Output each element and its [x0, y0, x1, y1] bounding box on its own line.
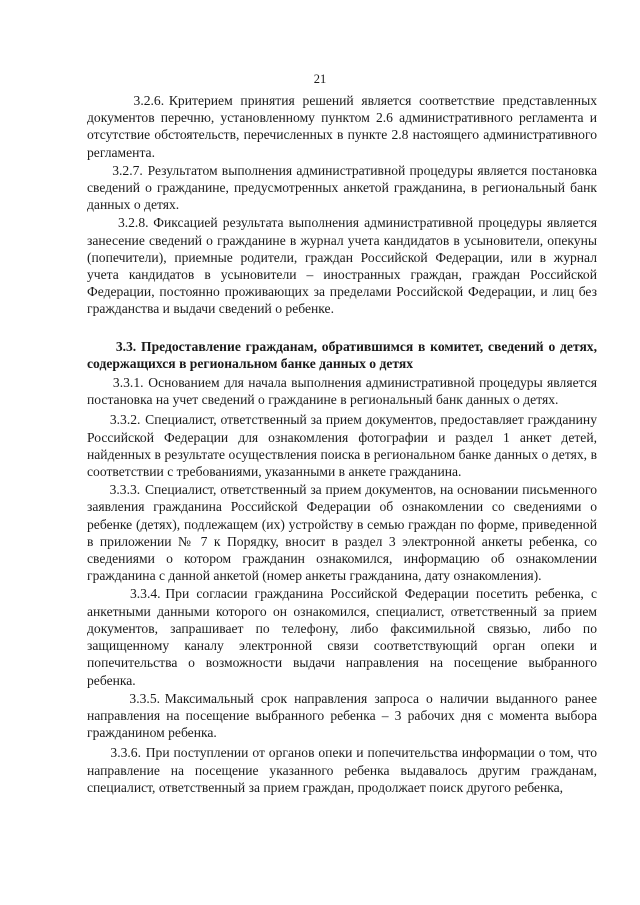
paragraph-text: Критерием принятия решений является соответствие представленных документов перечню, установленному пунктом 2.6 административного регламента и отсутствие обстоятельств, перечисленных в пункте 2.8 настоящего административного регламента. — [87, 93, 598, 160]
section-heading-text: 3.3. Предоставление гражданам, обратившимся в комитет, сведений о детях, содержащихся в региональном банке данных о детях — [87, 338, 598, 371]
paragraph-text: Специалист, ответственный за прием документов, предоставляет гражданину Российской Федерации для ознакомления фотографии и раздел 1 анкет детей, найденных в результате осуществления поиска в региональном банке данных о детях, в соответствии с требованиями, указанными в анкете гражданина. — [87, 412, 598, 480]
paragraph-3-3-1 — [87, 374, 597, 408]
paragraph-number: 3.3.5. — [129, 690, 161, 706]
paragraph-3-3-2 — [87, 411, 597, 480]
paragraph-text: При поступлении от органов опеки и попечительства информации о том, что направление на посещение указанного ребенка выдавалось другим гражданам, специалист, ответственный за прием граждан, продолжает поиск другого ребенка, — [87, 745, 597, 795]
document-body — [87, 92, 597, 797]
paragraph-3-3-4 — [87, 585, 597, 688]
paragraph-number: 3.2.7. — [112, 162, 143, 178]
paragraph-text: Специалист, ответственный за прием документов, на основании письменного заявления гражданина Российской Федерации об ознакомлении со сведениями о ребенке (детях), подлежащем (их) устройству в семью граждан по форме, приведенной в приложении № 7 к Порядку, вносит в раздел 3 электронной анкеты ребенка, со сведениями о котором гражданин ознакомился, информацию об ознакомлении гражданина с данной анкетой (номер анкеты гражданина, дату ознакомления). — [87, 482, 598, 584]
paragraph-3-3-6 — [87, 744, 597, 796]
paragraph-text: Основанием для начала выполнения административной процедуры является постановка на учет сведений о гражданине в региональный банк данных о детях. — [87, 375, 597, 408]
paragraph-number: 3.3.2. — [109, 412, 141, 428]
paragraph-number: 3.3.4. — [129, 586, 161, 602]
paragraph-text: Результатом выполнения административной процедуры является постановка сведений о гражданине, предусмотренных анкетой гражданина, в региональный банк данных о детях. — [87, 162, 598, 213]
paragraph-text: При согласии гражданина Российской Федерации посетить ребенка, с анкетными данными которого он ознакомился, специалист, ответственный за прием документов, запрашивает по телефону, либо факсимильной связью, либо по защищенному каналу электронной связи соответствующий орган опеки и попечительства о возможности выдачи направления на посещение выбранного ребенка. — [87, 586, 598, 688]
page-number: 21 — [313, 72, 327, 86]
paragraph-number: 3.2.6. — [133, 93, 165, 108]
paragraph-3-3-5 — [87, 690, 597, 742]
paragraph-number: 3.3.1. — [112, 375, 144, 391]
paragraph-3-2-6 — [87, 92, 597, 161]
paragraph-text: Фиксацией результата выполнения административной процедуры является занесение сведений о гражданине в журнал учета кандидатов в усыновители, опекуны (попечители), приемные родители, граждан Российской Федерации, или в журнал учета кандидатов в усыновители – иностранных граждан, граждан Российской Федерации, постоянно проживающих за пределами Российской Федерации, и лиц без гражданства и выдачи сведений о ребенке. — [87, 215, 598, 317]
paragraph-text: Максимальный срок направления запроса о наличии выданного ранее направления на посещение выбранного ребенка – 3 рабочих дня с момента выбора гражданином ребенка. — [87, 690, 597, 741]
paragraph-3-2-8 — [87, 214, 597, 317]
section-heading-3-3 — [87, 338, 597, 372]
paragraph-number: 3.2.8. — [117, 215, 149, 231]
paragraph-3-3-3 — [87, 481, 597, 584]
paragraph-number: 3.3.3. — [109, 482, 141, 498]
paragraph-number: 3.3.6. — [110, 745, 141, 761]
paragraph-3-2-7 — [87, 162, 597, 214]
